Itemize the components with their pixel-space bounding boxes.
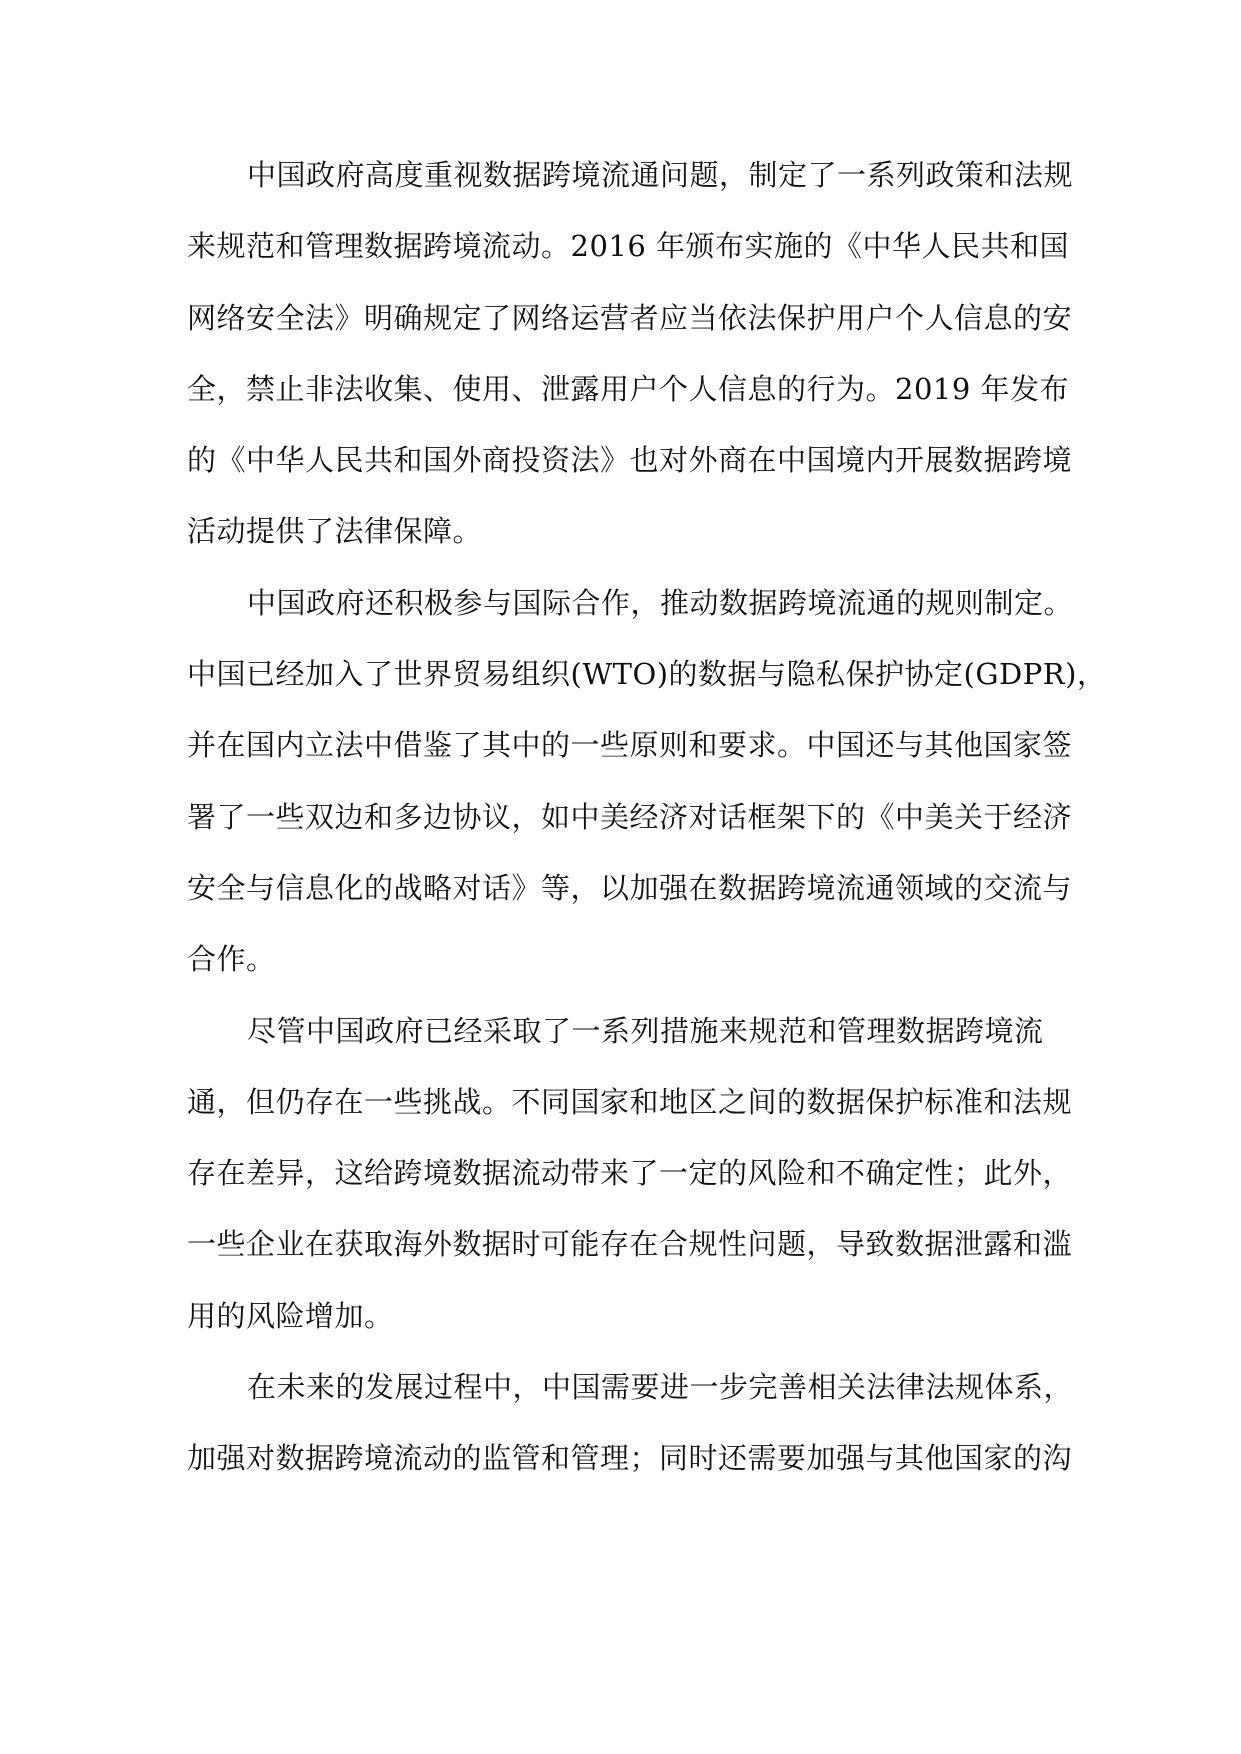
text-line: 加强对数据跨境流动的监管和管理；同时还需要加强与其他国家的沟	[187, 1441, 1073, 1476]
paragraph-1	[187, 140, 1074, 568]
text-line: 全，禁止非法收集、使用、泄露用户个人信息的行为。2019 年发布	[187, 371, 1070, 406]
text-line: 网络安全法》明确规定了网络运营者应当依法保护用户个人信息的安	[187, 300, 1073, 335]
text-line: 存在差异，这给跨境数据流动带来了一定的风险和不确定性；此外，	[187, 1156, 1073, 1191]
text-line: 署了一些双边和多边协议，如中美经济对话框架下的《中美关于经济	[187, 799, 1073, 834]
document-body	[187, 140, 1107, 1495]
text-line: 来规范和管理数据跨境流动。2016 年颁布实施的《中华人民共和国	[187, 229, 1070, 264]
text-line: 合作。	[187, 942, 276, 977]
text-line: 的《中华人民共和国外商投资法》也对外商在中国境内开展数据跨境	[187, 443, 1073, 478]
text-line: 中国政府高度重视数据跨境流通问题，制定了一系列政策和法规	[247, 158, 1074, 192]
text-line: 尽管中国政府已经采取了一系列措施来规范和管理数据跨境流	[247, 1013, 1044, 1048]
text-line: 中国已经加入了世界贸易组织(WTO)的数据与隐私保护协定(GDPR)，	[187, 657, 1107, 692]
text-line: 活动提供了法律保障。	[187, 514, 483, 549]
text-line: 用的风险增加。	[187, 1298, 394, 1333]
text-line: 并在国内立法中借鉴了其中的一些原则和要求。中国还与其他国家签	[187, 728, 1073, 763]
text-line: 一些企业在获取海外数据时可能存在合规性问题，导致数据泄露和滥	[187, 1227, 1073, 1262]
text-line: 中国政府还积极参与国际合作，推动数据跨境流通的规则制定。	[247, 585, 1074, 620]
text-line: 在未来的发展过程中，中国需要进一步完善相关法律法规体系，	[247, 1370, 1074, 1405]
text-line: 通，但仍存在一些挑战。不同国家和地区之间的数据保护标准和法规	[187, 1084, 1073, 1119]
paragraph-4	[187, 1352, 1074, 1495]
paragraph-3	[187, 996, 1073, 1352]
paragraph-2	[187, 568, 1107, 996]
text-line: 安全与信息化的战略对话》等，以加强在数据跨境流通领域的交流与	[187, 870, 1073, 905]
